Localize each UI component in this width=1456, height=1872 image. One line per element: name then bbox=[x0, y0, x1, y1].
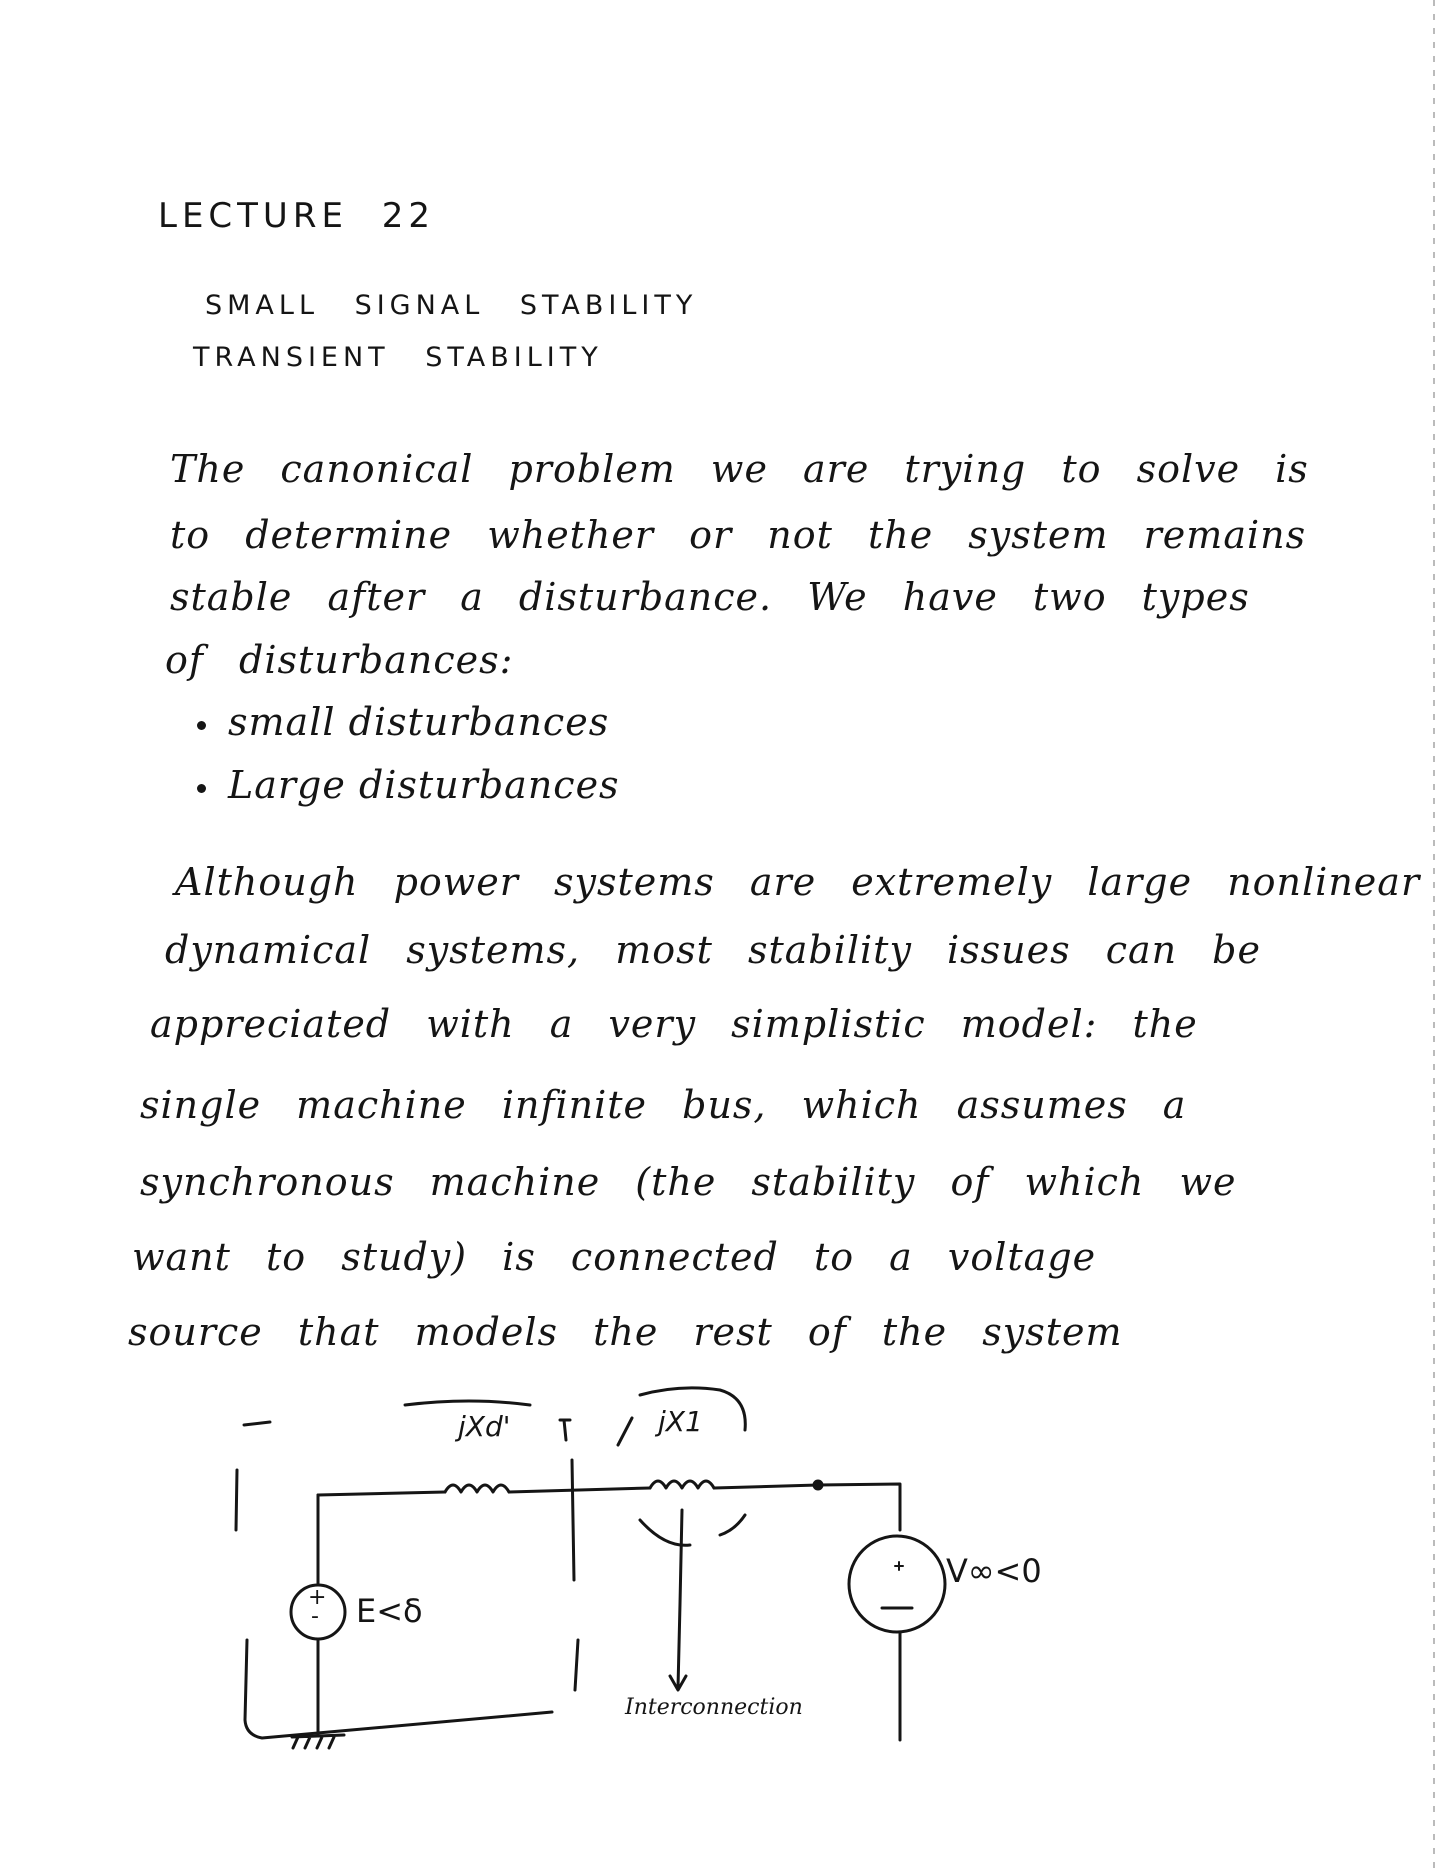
topic-small-signal: SMALL SIGNAL STABILITY bbox=[205, 290, 698, 321]
source-left-plus: + bbox=[308, 1585, 327, 1610]
interconnection-bracket bbox=[640, 1515, 745, 1545]
lecture-title: LECTURE 22 bbox=[158, 196, 435, 236]
ground-symbol bbox=[292, 1735, 344, 1748]
wire-top-right bbox=[714, 1484, 900, 1530]
label-interconnection: Interconnection bbox=[625, 1695, 803, 1720]
bullet-text: Large disturbances bbox=[228, 763, 620, 807]
machine-enclosure-mark bbox=[236, 1422, 578, 1738]
wire-top-left bbox=[318, 1492, 445, 1495]
interconnection-arrow-line bbox=[678, 1510, 682, 1688]
label-jx1: jX1 bbox=[658, 1405, 703, 1438]
source-right-circle bbox=[849, 1536, 945, 1632]
bullet-text: small disturbances bbox=[228, 700, 610, 744]
source-left-minus: - bbox=[311, 1604, 319, 1629]
topic-transient: TRANSIENT STABILITY bbox=[193, 342, 603, 373]
label-v-infinity: V∞<0 bbox=[946, 1552, 1042, 1590]
paragraph-1-line-2: to determine whether or not the system remains bbox=[170, 513, 1307, 557]
inductor-jx1 bbox=[650, 1481, 714, 1488]
inductor-jxd bbox=[445, 1485, 509, 1492]
paragraph-2-line-7: source that models the rest of the system bbox=[128, 1310, 1123, 1354]
junction-node bbox=[814, 1481, 822, 1489]
paragraph-1-line-3: stable after a disturbance. We have two types bbox=[170, 575, 1250, 619]
paragraph-2-line-3: appreciated with a very simplistic model: the bbox=[150, 1002, 1198, 1046]
label-jxd: jXd' bbox=[458, 1410, 511, 1443]
paragraph-2-line-6: want to study) is connected to a voltage bbox=[132, 1235, 1097, 1279]
wire-top-middle bbox=[509, 1488, 650, 1492]
label-e-delta: E<δ bbox=[356, 1592, 423, 1630]
source-right-plus bbox=[895, 1562, 903, 1570]
paragraph-2-line-1: Although power systems are extremely large nonlinear bbox=[175, 860, 1421, 904]
paragraph-2-line-2: dynamical systems, most stability issues can be bbox=[165, 928, 1261, 972]
paragraph-1-line-4: of disturbances: bbox=[165, 638, 514, 682]
paragraph-1-line-1: The canonical problem we are trying to solve is bbox=[170, 447, 1309, 491]
paragraph-2-line-5: synchronous machine (the stability of which we bbox=[140, 1160, 1237, 1204]
paragraph-2-line-4: single machine infinite bus, which assumes a bbox=[140, 1083, 1187, 1127]
reactance-divider-mark bbox=[560, 1420, 570, 1440]
